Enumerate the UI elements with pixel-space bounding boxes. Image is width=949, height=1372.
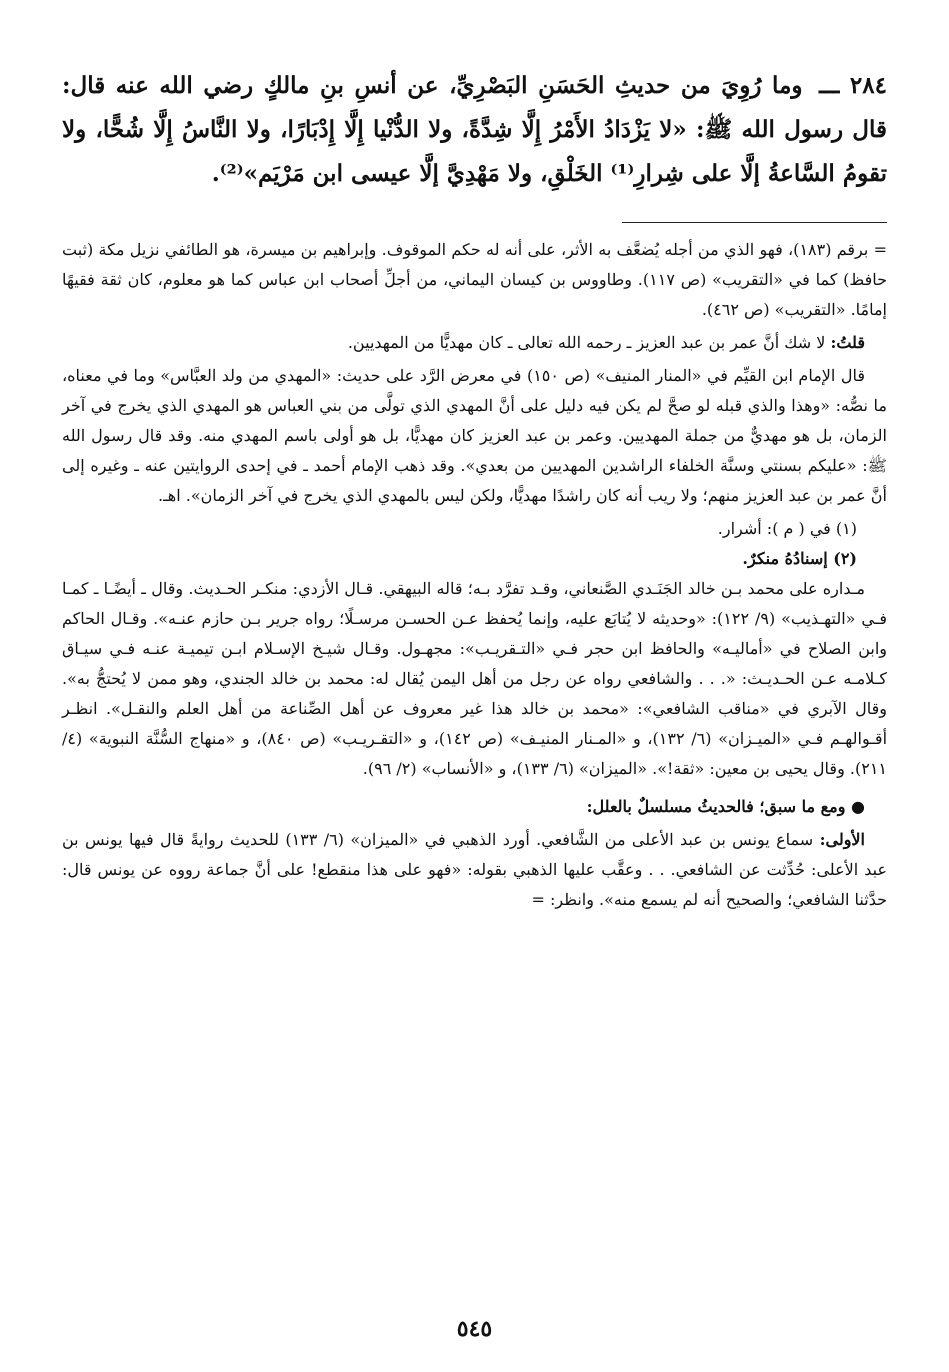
footnotes (62, 235, 887, 915)
hadith-text: وما رُوِيَ من حديثِ الحَسَنِ البَصْرِيِّ، عن أنسِ بنِ مالكٍ رضي الله عنه قال: قال رسول الله ﷺ: «لا يَزْدَادُ الأَمْرُ إِلَّا شِدَّةً، ولا الدُّنْيا إِلَّا إِدْبَارًا، ولا النَّاسُ إِلَّا شُحًّا، ولا تقومُ السَّاعةُ إلَّا على شِرارِ⁽¹⁾ الخَلْقِ، ولا مَهْدِيَّ إلَّا عيسى ابن مَرْيَم»⁽²⁾. (62, 72, 887, 187)
page-number: ٥٤٥ (456, 1316, 493, 1342)
first-illness-paragraph (62, 825, 887, 915)
first-illness-lead: الأولى: (819, 830, 865, 849)
footnote-separator (622, 222, 887, 223)
note-qultu-paragraph (62, 328, 887, 358)
illnesses-heading: ● ومع ما سبق؛ فالحديثُ مسلسلٌ بالعلل: (586, 797, 865, 816)
footnote-2-body: مـداره على محمد بـن خالد الجَنَـدي الصَّنعاني، وقـد تفرَّد بـه؛ قاله البيهقي. قـال الأزدي: منكـر الحـديث. وقال ـ أيضًـا ـ كمـا فـي «التهـذيب» (٩/ ١٢٢): «وحديثه لا يُتابَع عليه، وإنما يُحفظ عـن الحسـن مرسـلًا؛ رواه جرير بـن حازم عنـه». وقـال الحاكم وابن الصلاح في «أماليـه» والحافظ ابن حجر فـي «التـقريـب»: مجهـول. وقـال شيـخ الإسـلام ابـن تيميـة عنـه فـي سيـاق كـلامـه عـن الحـديـث: «. . . والشافعي رواه عن رجل من أهل اليمن يُقال له: محمد بن خالد الجندي، وهو ممن لا يُحتجُّ به». وقال الآبري في «مناقب الشافعي»: «محمد بن خالد هذا غير معروف عن أهل الصِّناعة من أهل العلم والنقـل». انظـر أقـوالهـم فـي «الميـزان» (٦/ ١٣٢)، و «المـنار المنيـف» (ص ١٤٢)، و «التقـريـب» (ص ٨٤٠)، و «منهاج السُّنَّة النبوية» (٤/ ٢١١). وقال يحيى بن معين: «ثقة!». «الميزان» (٦/ ١٣٣)، و «الأنساب» (٢/ ٩٦). (62, 579, 888, 778)
footnote-2: (٢) إسنادُهُ منكرٌ. (742, 549, 857, 568)
note-qultu-lead: قلتُ: (830, 333, 865, 352)
note-continued-paragraph: = برقم (١٨٣)، فهو الذي من أجله يُضعَّف به الأثر، على أنه له حكم الموقوف. وإبراهيم بن ميسرة، هو الطائفي نزيل مكة (ثبت حافظ) كما في «التقريب» (ص ١١٧). وطاووس بن كيسان اليماني، من أجلِّ أصحاب ابن عباس كما هو معلوم، كان ثقة فقيهًا إمامًا. «التقريب» (ص ٤٦٢). (62, 240, 887, 319)
page-content (62, 64, 887, 918)
note-ibn-qayyim-paragraph: قال الإمام ابن القيِّم في «المنار المنيف» (ص ١٥٠) في معرض الرَّد على حديث: «المهدي من ولد العبَّاس» وما في معناه، ما نصُّه: «وهذا والذي قبله لو صحَّ لم يكن فيه دليل على أنَّ المهدي الذي تولَّى من بني العباس هو المهدي الذي يخرج في آخر الزمان، بل هو مهديٌّ من جملة المهديين. وعمر بن عبد العزيز كان مهديًّا، بل هو أولى باسم المهدي منه. وقد قال رسول الله ﷺ: «عليكم بسنتي وسنَّة الخلفاء الراشدين المهديين من بعدي». وقد ذهب الإمام أحمد ـ في إحدى الروايتين عنه ـ وغيره إلى أنَّ عمر بن عبد العزيز منهم؛ ولا ريب أنه كان راشدًا مهديًّا، ولكن ليس بالمهدي الذي يخرج في آخر الزمان». اهـ. (62, 366, 887, 505)
hadith-284 (62, 64, 887, 196)
note-qultu-text: لا شك أنَّ عمر بن عبد العزيز ـ رحمه الله تعالى ـ كان مهديًّا من المهديين. (347, 333, 831, 352)
first-illness-text: سماع يونس بن عبد الأعلى من الشَّافعي. أورد الذهبي في «الميزان» (٦/ ١٣٣) للحديث روايةً قال فيها يونس بن عبد الأعلى: حُدِّثت عن الشافعي. . . وعقَّب عليها الذهبي بقوله: «فهو على هذا منقطع! على أنَّ جماعة رووه عن يونس قال: حدَّثنا الشافعي؛ والصحيح أنه لم يسمع منه». وانظر: = (62, 830, 887, 909)
footnote-1: (١) في ( م ): أشرار. (717, 519, 857, 538)
hadith-number: ٢٨٤ ـــ (819, 72, 887, 99)
